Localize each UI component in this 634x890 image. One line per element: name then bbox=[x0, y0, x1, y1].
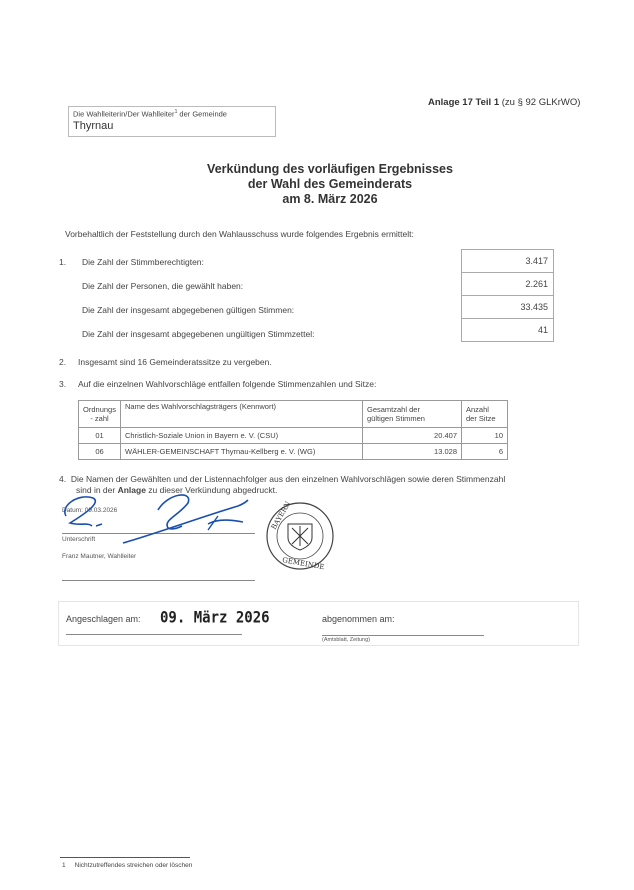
header-valid-votes-l1: Gesamtzahl der bbox=[367, 405, 420, 414]
form-reference-law: (zu § 92 GLKrWO) bbox=[499, 97, 581, 108]
blank-line bbox=[62, 580, 255, 581]
eligible-voters-value: 3.417 bbox=[462, 250, 554, 273]
voters-label: Die Zahl der Personen, die gewählt haben: bbox=[82, 281, 244, 291]
section-3-number: 3. bbox=[59, 379, 67, 389]
authority-label-text: Die Wahlleiterin/Der Wahlleiter bbox=[73, 109, 175, 119]
header-order-number-l1: Ordnungs bbox=[83, 405, 116, 414]
removed-label: abgenommen am: bbox=[322, 614, 395, 624]
signature-date: Datum: 09.03.2026 bbox=[62, 507, 118, 514]
invalid-ballots-label: Die Zahl der insgesamt abgegebenen ungültigen Stimmzettel: bbox=[82, 329, 315, 339]
seal-bottom-text: GEMEINDE bbox=[281, 556, 325, 572]
header-valid-votes-l2: gültigen Stimmen bbox=[367, 414, 425, 423]
authority-label bbox=[73, 109, 271, 119]
row-seats: 10 bbox=[462, 428, 508, 444]
seats-total-text: Insgesamt sind 16 Gemeinderatssitze zu vergeben. bbox=[78, 357, 272, 367]
authority-label-suffix: der Gemeinde bbox=[177, 109, 227, 119]
eligible-voters-label: Die Zahl der Stimmberechtigten: bbox=[82, 257, 204, 267]
title-line-1: Verkündung des vorläufigen Ergebnisses bbox=[207, 162, 453, 176]
signature-label: Unterschrift bbox=[62, 536, 96, 543]
row-valid-votes: 20.407 bbox=[363, 428, 462, 444]
footnote bbox=[62, 862, 192, 869]
header-seats-l2: der Sitze bbox=[466, 414, 496, 423]
header-seats bbox=[462, 401, 508, 428]
handwritten-signature bbox=[58, 488, 258, 548]
header-seats-l1: Anzahl bbox=[466, 405, 489, 414]
title-line-3: am 8. März 2026 bbox=[282, 192, 378, 206]
posted-line bbox=[66, 634, 242, 635]
section-1-values bbox=[461, 249, 554, 342]
row-seats: 6 bbox=[462, 444, 508, 460]
section-2-number: 2. bbox=[59, 357, 67, 367]
row-party-name: Christlich-Soziale Union in Bayern e. V. (CSU) bbox=[121, 428, 363, 444]
document-title bbox=[150, 162, 510, 207]
form-reference-bold: Anlage 17 Teil 1 bbox=[428, 97, 500, 108]
municipality-name: Thyrnau bbox=[73, 119, 114, 132]
title-line-2: der Wahl des Gemeinderats bbox=[247, 177, 413, 191]
section-4-number: 4. bbox=[59, 474, 67, 484]
removed-line bbox=[322, 635, 484, 636]
header-party-name: Name des Wahlvorschlagsträgers (Kennwort) bbox=[121, 401, 363, 428]
header-valid-votes bbox=[363, 401, 462, 428]
row-party-name: WÄHLER-GEMEINSCHAFT Thyrnau-Kellberg e. V. (WG) bbox=[121, 444, 363, 460]
section-1-number: 1. bbox=[59, 257, 67, 267]
section-4-text: Die Namen der Gewählten und der Listennachfolger aus den einzelnen Wahlvorschlägen sowie deren Stimmenzahl bbox=[70, 474, 506, 484]
results-table bbox=[78, 400, 508, 460]
intro-text: Vorbehaltlich der Feststellung durch den Wahlausschuss wurde folgendes Ergebnis ermittelt: bbox=[65, 229, 414, 239]
voters-value: 2.261 bbox=[462, 273, 554, 296]
footnote-number: 1 bbox=[62, 862, 66, 869]
section-4-post: zu dieser Verkündung abgedruckt. bbox=[145, 485, 278, 495]
footnote-mark: 1 bbox=[174, 109, 178, 115]
section-4-line-1 bbox=[59, 474, 505, 485]
removed-caption: (Amtsblatt, Zeitung) bbox=[322, 637, 370, 643]
annex-reference: Anlage bbox=[117, 485, 146, 495]
signer-name: Franz Mautner, Wahlleiter bbox=[62, 553, 137, 560]
row-order-number: 06 bbox=[79, 444, 121, 460]
section-3-text: Auf die einzelnen Wahlvorschläge entfallen folgende Stimmenzahlen und Sitze: bbox=[78, 379, 377, 389]
section-4-pre: sind in der bbox=[76, 485, 118, 495]
posted-label: Angeschlagen am: bbox=[66, 614, 141, 624]
table-row bbox=[79, 444, 508, 460]
invalid-ballots-value: 41 bbox=[462, 319, 554, 342]
header-order-number bbox=[79, 401, 121, 428]
results-table-header bbox=[79, 401, 508, 428]
form-reference bbox=[428, 97, 580, 108]
seal-top-text: BAYERN bbox=[269, 500, 293, 531]
valid-votes-value: 33.435 bbox=[462, 296, 554, 319]
row-order-number: 01 bbox=[79, 428, 121, 444]
posted-date-stamp: 09. März 2026 bbox=[160, 608, 270, 628]
authority-box bbox=[68, 106, 276, 137]
footnote-divider bbox=[60, 857, 190, 858]
valid-votes-label: Die Zahl der insgesamt abgegebenen gültigen Stimmen: bbox=[82, 305, 295, 315]
table-row bbox=[79, 428, 508, 444]
municipal-seal-icon bbox=[264, 500, 336, 572]
footnote-text: Nichtzutreffendes streichen oder löschen bbox=[74, 862, 193, 869]
header-order-number-l2: - zahl bbox=[90, 414, 109, 423]
row-valid-votes: 13.028 bbox=[363, 444, 462, 460]
